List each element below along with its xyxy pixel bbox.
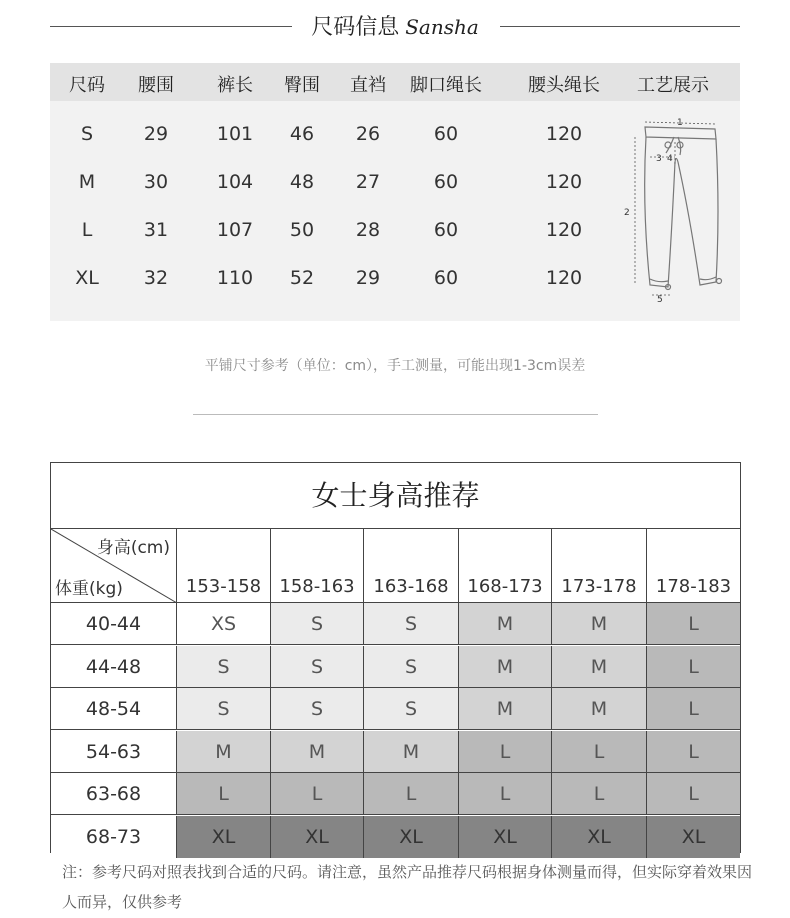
size-cell: 50 xyxy=(289,219,315,241)
size-cell: L xyxy=(81,219,93,241)
size-cell: 46 xyxy=(289,123,315,145)
size-recommend-cell: L xyxy=(271,773,364,814)
size-recommend-cell: L xyxy=(552,731,647,772)
size-recommend-cell: XL xyxy=(364,816,459,858)
size-recommend-cell: XL xyxy=(647,816,740,858)
size-recommend-cell: L xyxy=(647,603,740,644)
size-cell: S xyxy=(80,123,94,145)
height-axis-label: 身高(cm) xyxy=(96,538,170,558)
size-recommend-cell: L xyxy=(364,773,459,814)
size-cell: 60 xyxy=(433,171,459,193)
weight-range-cell: 44-48 xyxy=(51,646,177,687)
height-range-header xyxy=(177,529,271,603)
size-cell: 120 xyxy=(545,219,583,241)
recommend-title: 女士身高推荐 xyxy=(51,463,740,529)
size-recommend-cell: L xyxy=(647,773,740,814)
size-recommend-cell: XL xyxy=(552,816,647,858)
recommend-row xyxy=(51,603,740,645)
section-divider xyxy=(193,414,598,415)
diagram-label: 4 xyxy=(667,154,673,164)
size-recommend-cell: S xyxy=(271,646,364,687)
height-range-label: 173-178 xyxy=(561,576,637,597)
size-col-header: 臀围 xyxy=(284,75,320,96)
size-cell: 60 xyxy=(433,123,459,145)
height-range-label: 178-183 xyxy=(655,576,732,597)
size-cell: 29 xyxy=(355,267,381,289)
size-col-header: 腰围 xyxy=(138,75,174,96)
size-col-header: 尺码 xyxy=(69,75,105,96)
height-range-label: 158-163 xyxy=(279,576,355,597)
size-cell: 101 xyxy=(216,123,254,145)
size-cell: 31 xyxy=(143,219,169,241)
size-recommend-cell: L xyxy=(177,773,271,814)
size-recommend-cell: M xyxy=(459,688,552,729)
height-range-label: 168-173 xyxy=(467,576,543,597)
size-cell: 27 xyxy=(355,171,381,193)
weight-range-cell: 40-44 xyxy=(51,603,177,644)
size-col-header: 腰头绳长 xyxy=(528,75,600,96)
size-recommend-cell: S xyxy=(364,646,459,687)
height-range-header xyxy=(459,529,552,603)
size-recommend-cell: S xyxy=(364,603,459,644)
recommend-row xyxy=(51,646,740,688)
measure-note: 平铺尺寸参考（单位：cm），手工测量，可能出现1-3cm误差 xyxy=(204,358,586,374)
size-recommend-cell: M xyxy=(459,646,552,687)
height-range-header xyxy=(271,529,364,603)
weight-range-cell: 48-54 xyxy=(51,688,177,729)
height-recommend-table xyxy=(50,462,741,853)
weight-range-cell: 68-73 xyxy=(51,816,177,858)
size-recommend-cell: XL xyxy=(459,816,552,858)
size-recommend-cell: L xyxy=(647,646,740,687)
size-cell: 26 xyxy=(355,123,381,145)
size-recommend-cell: M xyxy=(552,688,647,729)
height-range-header xyxy=(364,529,459,603)
size-recommend-cell: M xyxy=(552,646,647,687)
size-table-header xyxy=(50,63,740,101)
title-divider-right xyxy=(500,26,740,27)
size-cell: 28 xyxy=(355,219,381,241)
footer-note: 注：参考尺码对照表找到合适的尺码。请注意，虽然产品推荐尺码根据身体测量而得，但实际穿着效果因人而异，仅供参考 xyxy=(62,863,753,911)
size-cell: 30 xyxy=(143,171,169,193)
size-cell: 120 xyxy=(545,123,583,145)
size-recommend-cell: L xyxy=(647,731,740,772)
size-col-header: 裤长 xyxy=(217,75,253,96)
size-info-title-row xyxy=(50,10,740,44)
size-cell: M xyxy=(78,171,96,193)
height-range-header xyxy=(647,529,740,603)
recommend-row xyxy=(51,816,740,858)
size-recommend-cell: M xyxy=(459,603,552,644)
size-cell: 48 xyxy=(289,171,315,193)
recommend-row xyxy=(51,731,740,773)
size-recommend-cell: S xyxy=(177,688,271,729)
recommend-header xyxy=(51,529,740,603)
size-cell: 52 xyxy=(289,267,315,289)
diagram-label: 5 xyxy=(657,295,663,302)
size-recommend-cell: XL xyxy=(271,816,364,858)
pants-diagram-icon xyxy=(620,117,730,302)
recommend-row xyxy=(51,688,740,730)
size-recommend-cell: L xyxy=(647,688,740,729)
recommend-row xyxy=(51,773,740,815)
size-cell: 32 xyxy=(143,267,169,289)
size-recommend-cell: M xyxy=(552,603,647,644)
size-cell: 110 xyxy=(216,267,254,289)
height-range-label: 153-158 xyxy=(185,576,262,597)
diagram-label: 3 xyxy=(656,154,662,164)
size-cell: 120 xyxy=(545,171,583,193)
weight-axis-label: 体重(kg) xyxy=(55,579,123,599)
size-recommend-cell: S xyxy=(364,688,459,729)
size-col-header: 脚口绳长 xyxy=(410,75,482,96)
size-cell: 107 xyxy=(216,219,254,241)
height-range-header xyxy=(552,529,647,603)
size-recommend-cell: L xyxy=(459,731,552,772)
height-range-label: 163-168 xyxy=(373,576,449,597)
diagram-label: 2 xyxy=(624,208,630,218)
corner-cell xyxy=(51,529,177,603)
size-cell: 60 xyxy=(433,219,459,241)
size-cell: 104 xyxy=(216,171,254,193)
size-recommend-cell: XL xyxy=(177,816,271,858)
size-recommend-cell: S xyxy=(271,688,364,729)
size-recommend-cell: XS xyxy=(177,603,271,644)
size-table xyxy=(50,63,740,321)
size-cell: 60 xyxy=(433,267,459,289)
title-latin: Sansha xyxy=(405,15,479,39)
size-recommend-cell: S xyxy=(177,646,271,687)
size-col-header: 工艺展示 xyxy=(637,75,709,96)
size-recommend-cell: M xyxy=(271,731,364,772)
size-recommend-cell: S xyxy=(271,603,364,644)
diagram-label: 1 xyxy=(677,118,683,128)
size-col-header: 直裆 xyxy=(350,75,386,96)
size-recommend-cell: L xyxy=(552,773,647,814)
size-cell: 29 xyxy=(143,123,169,145)
weight-range-cell: 63-68 xyxy=(51,773,177,814)
size-cell: XL xyxy=(75,267,99,289)
size-recommend-cell: M xyxy=(177,731,271,772)
size-recommend-cell: L xyxy=(459,773,552,814)
size-recommend-cell: M xyxy=(364,731,459,772)
size-cell: 120 xyxy=(545,267,583,289)
title-text: 尺码信息 xyxy=(311,15,400,40)
weight-range-cell: 54-63 xyxy=(51,731,177,772)
